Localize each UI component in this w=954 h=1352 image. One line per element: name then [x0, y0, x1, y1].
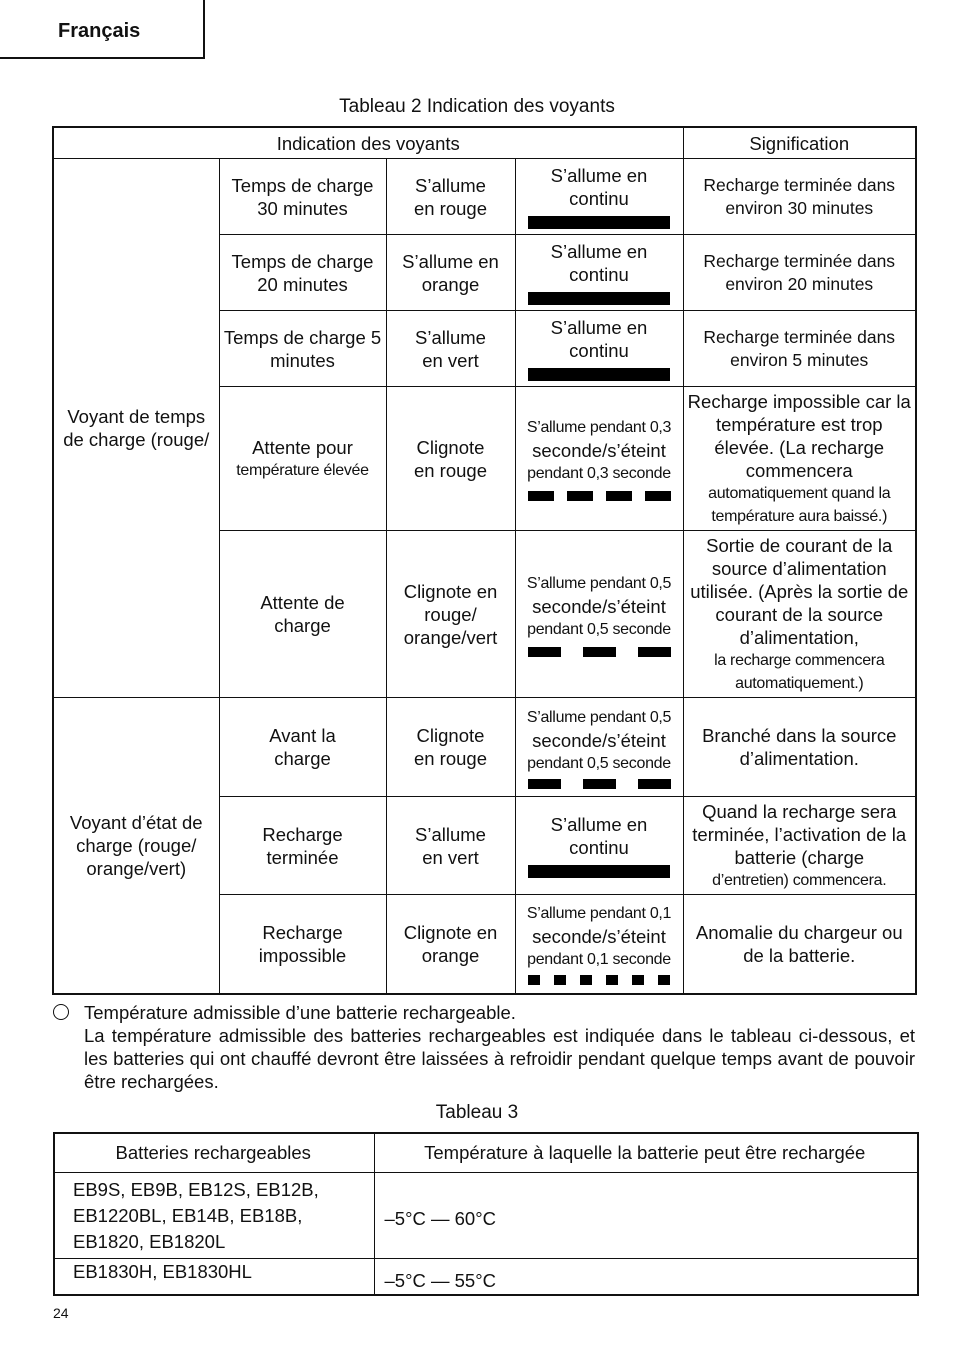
meaning-cell	[683, 797, 916, 895]
bullet-circle-icon	[53, 1004, 69, 1020]
pattern-text: seconde/s’éteint	[532, 440, 666, 461]
col-indication-header: Indication des voyants	[53, 127, 683, 159]
pattern-cell	[515, 797, 683, 895]
blink-pattern	[518, 975, 681, 985]
light-cell: S’allume en vert	[386, 797, 515, 895]
state-text: Attente pour	[252, 436, 353, 458]
col-temperature-header: Température à laquelle la batterie peut être rechargée	[374, 1133, 918, 1173]
pattern-cell	[515, 698, 683, 797]
pattern-text: pendant 0,3 seconde	[527, 465, 671, 482]
state-cell	[219, 387, 386, 531]
col-batteries-header: Batteries rechargeables	[54, 1133, 374, 1173]
continuous-light-bar	[528, 216, 670, 229]
blink-dash	[658, 975, 670, 985]
state-cell: Temps de charge 5 minutes	[219, 311, 386, 387]
table2-caption: Tableau 2 Indication des voyants	[339, 96, 615, 117]
meaning-text: Recharge impossible car la température est trop élevée. (La recharge commencera	[687, 390, 911, 481]
state-cell: Attente de charge	[219, 531, 386, 698]
language-label: Français	[58, 20, 141, 42]
pattern-text: S’allume pendant 0,1	[526, 905, 672, 923]
light-cell: Clignote en rouge/ orange/vert	[386, 531, 515, 698]
table3-caption: Tableau 3	[435, 1102, 519, 1123]
pattern-text: S’allume en continu	[550, 317, 648, 361]
blink-dash	[638, 779, 671, 789]
table-row	[54, 1259, 918, 1295]
state-cell: Avant la charge	[219, 698, 386, 797]
pattern-text: S’allume pendant 0,5	[526, 574, 672, 592]
blink-dash	[645, 491, 671, 501]
pattern-cell	[515, 531, 683, 698]
pattern-cell	[515, 387, 683, 531]
blink-dash	[606, 491, 632, 501]
blink-pattern	[518, 779, 681, 789]
temperature-note	[53, 1001, 915, 1093]
meaning-cell	[683, 387, 916, 531]
continuous-light-bar	[528, 865, 670, 878]
light-cell: Clignote en orange	[386, 895, 515, 994]
batteries-line: EB1820, EB1820L	[73, 1230, 226, 1252]
light-cell: S’allume en rouge	[386, 159, 515, 235]
pattern-cell	[515, 895, 683, 994]
meaning-cell: Recharge terminée dans environ 5 minutes	[683, 311, 916, 387]
batteries-line: EB9S, EB9B, EB12S, EB12B,	[73, 1178, 319, 1200]
blink-dash	[638, 647, 671, 657]
pattern-text: pendant 0,5 seconde	[527, 754, 671, 772]
battery-temperature-table	[53, 1132, 919, 1296]
meaning-cell: Branché dans la source d’alimentation.	[683, 698, 916, 797]
meaning-cell: Anomalie du chargeur ou de la batterie.	[683, 895, 916, 994]
table-row	[54, 1173, 918, 1259]
meaning-text-small: automatiquement quand la température aura baissé.)	[708, 484, 891, 525]
temperature-cell: –5°C — 60°C	[374, 1173, 918, 1259]
meaning-text-small: d’entretien) commencera.	[712, 871, 887, 889]
pattern-text: seconde/s’éteint	[532, 595, 666, 617]
table-row	[53, 698, 916, 797]
pattern-text: S’allume en continu	[550, 814, 648, 858]
continuous-light-bar	[528, 368, 670, 381]
note-heading: Température admissible d’une batterie rechargeable.	[84, 1002, 516, 1023]
state-cell: Recharge terminée	[219, 797, 386, 895]
pattern-cell	[515, 311, 683, 387]
blink-dash	[583, 779, 616, 789]
temperature-cell: –5°C — 55°C	[374, 1259, 918, 1295]
pattern-text: pendant 0,5 seconde	[527, 620, 671, 638]
state-cell: Temps de charge 30 minutes	[219, 159, 386, 235]
continuous-light-bar	[528, 292, 670, 305]
group-charge-time-indicator: Voyant de temps de charge (rouge/	[53, 159, 219, 698]
blink-dash	[528, 647, 561, 657]
page-number: 24	[53, 1305, 69, 1321]
pattern-cell	[515, 235, 683, 311]
meaning-text: Quand la recharge sera terminée, l’activation de la batterie (charge	[692, 800, 907, 868]
light-cell: Clignote en rouge	[386, 698, 515, 797]
state-cell: Recharge impossible	[219, 895, 386, 994]
meaning-cell: Recharge terminée dans environ 20 minutes	[683, 235, 916, 311]
pattern-text: S’allume en continu	[550, 165, 648, 209]
pattern-text: S’allume pendant 0,5	[526, 708, 672, 726]
meaning-cell	[683, 531, 916, 698]
pattern-text: seconde/s’éteint	[532, 926, 666, 948]
table-row	[53, 159, 916, 235]
table-header-row	[53, 127, 916, 159]
group-charge-status-indicator: Voyant d’état de charge (rouge/ orange/vert)	[53, 698, 219, 994]
blink-dash	[554, 975, 566, 985]
light-cell: Clignote en rouge	[386, 387, 515, 531]
meaning-text-small: la recharge commencera	[714, 651, 885, 669]
blink-dash	[528, 779, 561, 789]
blink-dash	[583, 647, 616, 657]
batteries-cell	[54, 1173, 374, 1259]
blink-dash	[528, 491, 554, 501]
state-text-small: température élevée	[236, 461, 369, 479]
batteries-line: EB1220BL, EB14B, EB18B,	[73, 1204, 303, 1226]
meaning-text-small: automatiquement.)	[735, 674, 864, 692]
indicator-table	[52, 126, 917, 995]
pattern-cell	[515, 159, 683, 235]
col-meaning-header: Signification	[683, 127, 916, 159]
blink-pattern	[518, 491, 681, 501]
pattern-text: S’allume pendant 0,3	[526, 419, 672, 436]
batteries-cell: EB1830H, EB1830HL	[54, 1259, 374, 1295]
pattern-text: seconde/s’éteint	[532, 729, 666, 751]
state-cell: Temps de charge 20 minutes	[219, 235, 386, 311]
blink-pattern	[518, 647, 681, 657]
note-text: La température admissible des batteries rechargeables est indiquée dans le tableau ci-dessous, et les batteries qui ont chauffé devront être laissées à refroidir pendant quelque temps avant de pouvoir être rechargées.	[84, 1025, 915, 1092]
meaning-cell: Recharge terminée dans environ 30 minutes	[683, 159, 916, 235]
blink-dash	[567, 491, 593, 501]
pattern-text: pendant 0,1 seconde	[527, 951, 671, 969]
blink-dash	[580, 975, 592, 985]
blink-dash	[528, 975, 540, 985]
light-cell: S’allume en orange	[386, 235, 515, 311]
blink-dash	[606, 975, 618, 985]
pattern-text: S’allume en continu	[550, 241, 648, 285]
blink-dash	[632, 975, 644, 985]
light-cell: S’allume en vert	[386, 311, 515, 387]
table-header-row	[54, 1133, 918, 1173]
meaning-text: Sortie de courant de la source d’alimentation utilisée. (Après la sortie de courant de la source d’alimentation,	[690, 534, 909, 648]
